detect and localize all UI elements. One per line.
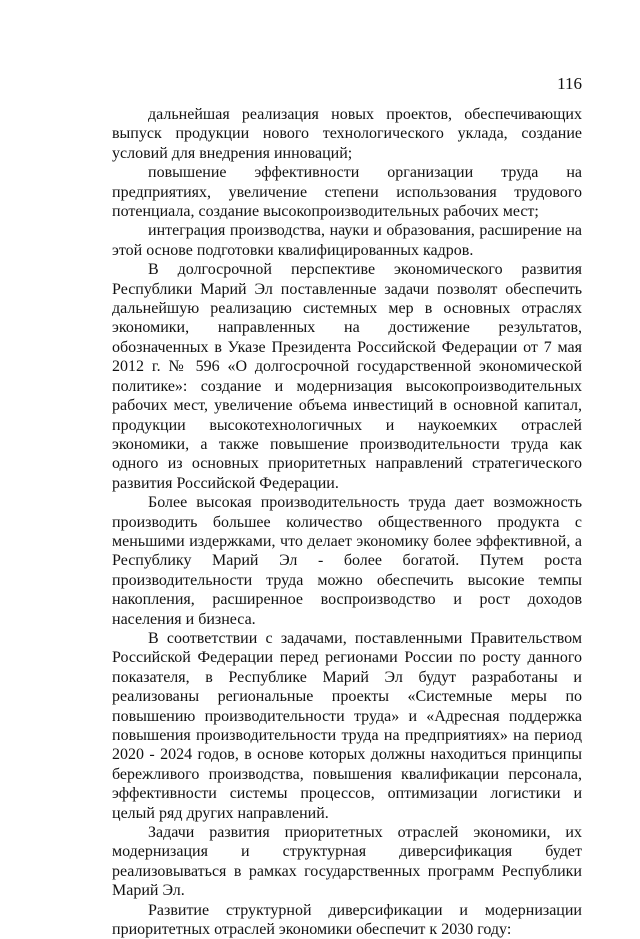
paragraph-regional-projects: В соответствии с задачами, поставленными Правительством Российской Федерации перед регионами России по росту данного показателя, в Республике Марий Эл будут разработаны и реализованы региональные проекты «Системные меры по повышению производительности труда» и «Адресная поддержка повышения производительности труда на предприятиях» на период 2020 - 2024 годов, в основе которых должны находиться принципы бережливого производства, повышения квалификации персонала, эффективности системы процессов, оптимизации логистики и целый ряд других направлений. (112, 629, 582, 822)
paragraph-labor-efficiency: повышение эффективности организации труда на предприятиях, увеличение степени использования трудового потенциала, создание высокопроизводительных рабочих мест; (112, 164, 582, 221)
paragraph-productivity: Более высокая производительность труда дает возможность производить большее количество общественного продукта с меньшими издержками, что делает экономику более эффективной, а Республику Марий Эл - более богатой. Путем роста производительности труда можно обеспечить высокие темпы накопления, расширенное воспроизводство и рост доходов населения и бизнеса. (112, 494, 582, 628)
page-number: 116 (557, 74, 582, 93)
paragraph-state-programs: Задачи развития приоритетных отраслей экономики, их модернизация и структурная диверсификация будет реализовываться в рамках государственных программ Республики Марий Эл. (112, 824, 582, 900)
paragraph-long-term-perspective: В долгосрочной перспективе экономического развития Республики Марий Эл поставленные задачи позволят обеспечить дальнейшую реализацию системных мер в основных отраслях экономики, направленных на достижение результатов, обозначенных в Указе Президента Российской Федерации от 7 мая 2012 г. № 596 «О долгосрочной государственной экономической политике»: создание и модернизация высокопроизводительных рабочих мест, увеличение объема инвестиций в основной капитал, продукции высокотехнологичных и наукоемких отраслей экономики, а также повышение производительности труда как одного из основных приоритетных направлений стратегического развития Российской Федерации. (112, 261, 582, 492)
paragraph-diversification: Развитие структурной диверсификации и модернизации приоритетных отраслей экономики обеспечит к 2030 году: (112, 901, 582, 939)
paragraph-integration: интеграция производства, науки и образования, расширение на этой основе подготовки квалифицированных кадров. (112, 222, 582, 259)
paragraph-innovation-projects: дальнейшая реализация новых проектов, обеспечивающих выпуск продукции нового технологического уклада, создание условий для внедрения инноваций; (112, 106, 582, 162)
document-body (112, 105, 582, 939)
